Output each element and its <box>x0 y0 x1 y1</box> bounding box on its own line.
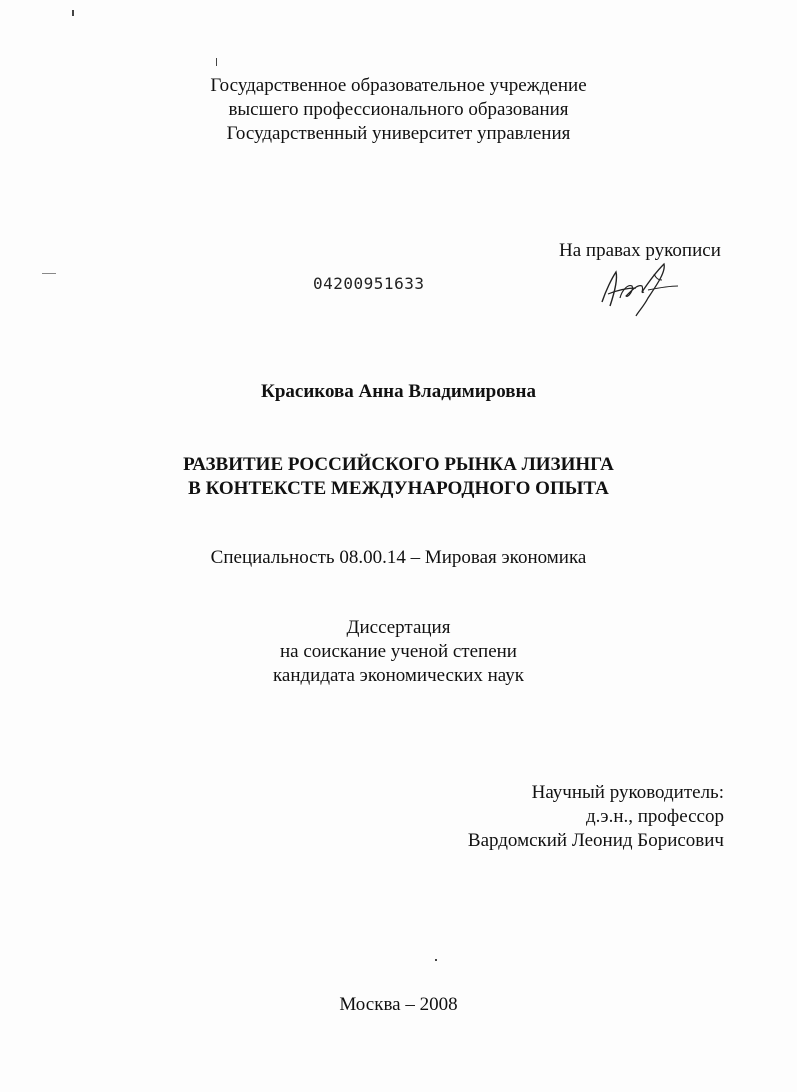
dissertation-title <box>0 453 797 501</box>
dissertation-line-3: кандидата экономических наук <box>272 665 525 686</box>
author-name: Красикова Анна Владимировна <box>261 381 536 402</box>
supervisor-name: Вардомский Леонид Борисович <box>467 830 724 851</box>
specialty: Специальность 08.00.14 – Мировая экономика <box>210 547 587 568</box>
signature-icon <box>592 250 692 320</box>
supervisor-label: Научный руководитель: <box>531 782 724 803</box>
scan-speck <box>216 58 217 66</box>
scan-speck <box>435 959 437 961</box>
dissertation-line-2: на соискание ученой степени <box>280 641 517 662</box>
scan-speck <box>42 273 56 274</box>
supervisor-block <box>468 781 724 853</box>
dissertation-info <box>0 616 797 688</box>
title-line-2: В КОНТЕКСТЕ МЕЖДУНАРОДНОГО ОПЫТА <box>188 478 609 499</box>
supervisor-degree: д.э.н., профессор <box>586 806 724 827</box>
institution-header <box>0 74 797 146</box>
scan-speck <box>72 10 74 16</box>
institution-line-3: Государственный университет управления <box>226 123 571 144</box>
city-year: Москва – 2008 <box>339 994 458 1015</box>
inventory-number: 04200951633 <box>313 274 425 293</box>
institution-line-2: высшего профессионального образования <box>228 99 569 120</box>
institution-line-1: Государственное образовательное учреждение <box>210 75 587 96</box>
dissertation-line-1: Диссертация <box>346 617 451 638</box>
title-line-1: РАЗВИТИЕ РОССИЙСКОГО РЫНКА ЛИЗИНГА <box>183 454 614 475</box>
manuscript-rights: На правах рукописи <box>559 240 721 261</box>
